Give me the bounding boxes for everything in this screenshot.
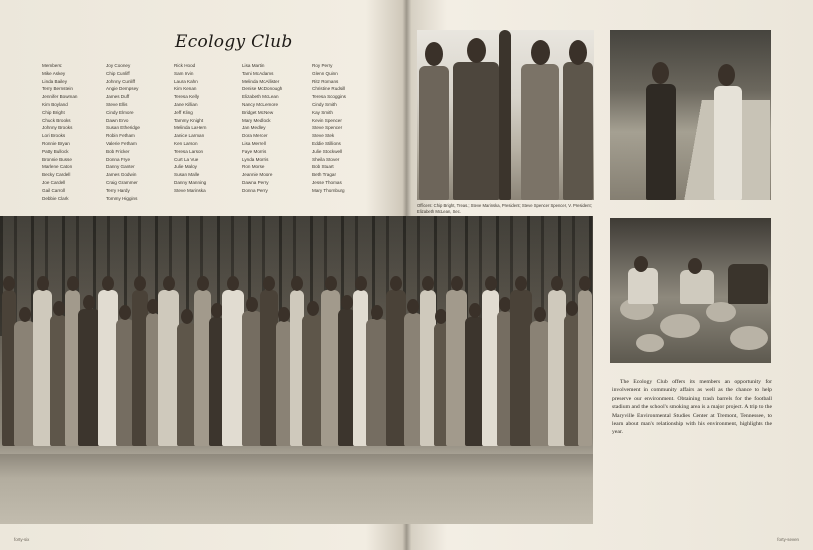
group-member-figure xyxy=(366,319,388,446)
group-member-figure xyxy=(578,290,592,446)
roster-name: Steve Stek xyxy=(312,133,335,139)
roster-name: Ritz Romans xyxy=(312,78,339,84)
roster-column-2 xyxy=(106,62,140,202)
roster-name: Valerie Fetham xyxy=(106,140,137,146)
officer-head xyxy=(569,40,587,65)
group-member-head xyxy=(307,301,319,316)
roster-name: Chip Bright xyxy=(42,109,65,115)
roster-name: Teresa Larson xyxy=(174,148,204,154)
roster-name: Craig Grammer xyxy=(106,179,138,185)
roster-name: Jesse Thomas xyxy=(312,179,342,185)
roster-name: Debbie Clark xyxy=(42,195,69,201)
group-member-head xyxy=(579,276,591,291)
roster-name: Johnny Cunliff xyxy=(106,78,136,84)
roster-name: Terry Hardy xyxy=(106,187,130,193)
walkway-photo xyxy=(610,30,771,200)
roster-column-4 xyxy=(242,62,282,195)
group-member-figure xyxy=(222,290,244,446)
group-member-head xyxy=(371,305,383,320)
roster-name: Tammy Knight xyxy=(174,117,204,123)
student-figure xyxy=(628,268,658,304)
club-description: The Ecology Club offers its members an opportunity for involvement in community affairs as well as the chance to help preserve our environment. Obtaining trash barrels for the football stadium and the school's smoking area is a major project. A trip to the Maryville Environmental Studies Center at Tremont, Tennessee, to learn about man's relationship with his environment, highlights the year. xyxy=(612,379,772,436)
roster-name: Donna Perry xyxy=(242,187,268,193)
officer-figure xyxy=(453,62,499,200)
group-member-figure xyxy=(510,290,532,446)
roster-name: Marlene Caton xyxy=(42,164,73,170)
roster-name: Angie Dempsey xyxy=(106,86,139,92)
roster-name: Laura Kahn xyxy=(174,78,198,84)
group-member-figure xyxy=(386,290,406,446)
officers-caption: Officers: Chip Bright, Treas.; Steve Marinska, President; Steve Spencer Spencer, V. President; Elizabeth McLean, Sec. xyxy=(417,203,592,214)
roster-name: Curt La Vue xyxy=(174,156,199,162)
roster-name: Cindy Smith xyxy=(312,101,337,107)
roster-name: Mike Askey xyxy=(42,70,66,76)
officer-head xyxy=(531,40,550,65)
roster-name: Mary Thornburg xyxy=(312,187,345,193)
group-member-head xyxy=(341,295,353,310)
roster-name: Steve Ellis xyxy=(106,101,128,107)
roster-name: Jan Medley xyxy=(242,125,266,131)
roster-name: Ken Larson xyxy=(174,140,198,146)
group-member-head xyxy=(119,305,131,320)
roster-name: Bob Fricker xyxy=(106,148,130,154)
group-member-head xyxy=(163,276,175,291)
rock xyxy=(660,314,700,338)
group-member-head xyxy=(390,276,402,291)
student-figure xyxy=(680,270,714,304)
group-member-head xyxy=(53,301,65,316)
roster-name: Beth Tragar xyxy=(312,172,337,178)
roster-name: Gail Carroll xyxy=(42,187,65,193)
roster-name: Robin Fetham xyxy=(106,133,135,139)
roster-name: Kim Boyland xyxy=(42,101,68,107)
roster-name: Ron Morse xyxy=(242,164,265,170)
roster-name: Melinda LaHern xyxy=(174,125,207,131)
roster-name: James Duff xyxy=(106,94,130,100)
roster-name: Kevin Spencer xyxy=(312,117,342,123)
group-member-head xyxy=(197,276,209,291)
roster-name: James Godwin xyxy=(106,172,137,178)
roster-name: Donna Frye xyxy=(106,156,131,162)
roster-column-3 xyxy=(174,62,206,195)
roster-name: Melinda McAllister xyxy=(242,78,280,84)
group-member-head xyxy=(19,307,31,322)
roster-name: Sheila Stover xyxy=(312,156,340,162)
officer-head xyxy=(425,42,443,66)
roster-name: Jeff Kling xyxy=(174,109,193,115)
group-member-figure xyxy=(14,321,35,446)
group-member-head xyxy=(534,307,546,322)
page-number-right: forty-seven xyxy=(777,537,799,542)
roster-name: Kim Kenan xyxy=(174,86,197,92)
roster-name: Bronnie Busse xyxy=(42,156,72,162)
group-member-head xyxy=(211,303,223,318)
roster-name: Joy Cooney xyxy=(106,63,131,68)
roster-name: Susan Malle xyxy=(174,172,200,178)
roster-name: Patty Bullock xyxy=(42,148,69,154)
group-member-head xyxy=(134,276,146,291)
roster-name: Christine Rudsill xyxy=(312,86,346,92)
roster-name: Johnny Brooks xyxy=(42,125,73,131)
roster-name: Joe Cardell xyxy=(42,179,66,185)
roster-name: Members: xyxy=(42,63,63,68)
group-member-head xyxy=(102,276,114,291)
roster-name: Ronnie Bryan xyxy=(42,140,70,146)
group-member-figure xyxy=(530,321,550,446)
road-foreground xyxy=(0,454,593,524)
roster-name: Denise McDonough xyxy=(242,86,283,92)
group-member-head xyxy=(451,276,463,291)
roster-name: Janice Larman xyxy=(174,133,205,139)
group-member-head xyxy=(291,276,303,291)
roster-name: Teresa Scoggins xyxy=(312,94,346,100)
group-member-head xyxy=(181,309,193,324)
rock xyxy=(706,302,736,322)
group-member-head xyxy=(263,276,275,291)
roster-name: Chip Cunliff xyxy=(106,70,130,76)
group-member-figure xyxy=(98,290,118,446)
roster-name: Bob Stuart xyxy=(312,164,334,170)
roster-name: Danny Ganter xyxy=(106,164,135,170)
roster-name: Linda Bailey xyxy=(42,78,68,84)
roster-name: Julie Maloy xyxy=(174,164,197,170)
stream-photo xyxy=(610,218,771,363)
rock xyxy=(636,334,664,352)
roster-name: Dora Mercer xyxy=(242,133,268,139)
roster-name: Eddie Stillions xyxy=(312,140,341,146)
roster-name: Mary Medlock xyxy=(242,117,271,123)
group-member-head xyxy=(515,276,527,291)
page-number-left: forty-six xyxy=(14,537,30,542)
group-member-head xyxy=(566,301,578,316)
student-figure xyxy=(714,86,742,200)
student-head xyxy=(634,256,648,272)
rock xyxy=(730,326,768,350)
roster-name: Faye Morris xyxy=(242,148,267,154)
group-member-head xyxy=(37,276,49,291)
student-figure xyxy=(646,84,676,200)
group-member-head xyxy=(469,303,481,318)
group-member-head xyxy=(3,276,15,291)
roster-name: Lori Brooks xyxy=(42,133,66,139)
roster-name: Dawna Perry xyxy=(242,179,269,185)
group-member-figure xyxy=(446,290,467,446)
roster-name: Lisa Martin xyxy=(242,63,265,68)
roster-name: Glenn Quinn xyxy=(312,70,338,76)
roster-name: Jeannie Moore xyxy=(242,172,273,178)
roster-name: Lisa Merrell xyxy=(242,140,266,146)
roster-name: Dawn Ervo xyxy=(106,117,129,123)
roster-name: Tommy Higgins xyxy=(106,195,138,201)
roster-name: Julie Stockwell xyxy=(312,148,343,154)
student-figure xyxy=(728,264,768,304)
roster-name: Sam Irvin xyxy=(174,70,194,76)
officer-figure xyxy=(419,66,449,200)
group-member-head xyxy=(278,307,290,322)
roster-column-5 xyxy=(312,62,346,195)
roster-name: Steve Marinska xyxy=(174,187,206,193)
group-member-head xyxy=(485,276,497,291)
group-member-figure xyxy=(78,309,100,446)
roster-name: Susan Etheridge xyxy=(106,125,140,131)
group-member-figure xyxy=(302,315,323,446)
roster-name: Roy Perry xyxy=(312,63,333,68)
roster-name: Elizabeth McLean xyxy=(242,94,279,100)
roster-name: Jane Killian xyxy=(174,101,198,107)
group-photo xyxy=(0,216,593,524)
roster-name: Bridget McNew xyxy=(242,109,274,115)
roster-name: Kay Smith xyxy=(312,109,333,115)
roster-name: Tami McAdams xyxy=(242,70,274,76)
group-member-head xyxy=(325,276,337,291)
officers-photo xyxy=(417,30,594,200)
group-member-head xyxy=(407,299,419,314)
page-title: Ecology Club xyxy=(175,32,293,52)
group-member-head xyxy=(67,276,79,291)
group-member-head xyxy=(246,297,258,312)
group-member-head xyxy=(551,276,563,291)
group-member-head xyxy=(83,295,95,310)
group-member-figure xyxy=(242,311,262,446)
roster-name: Teresa Kelly xyxy=(174,94,200,100)
group-member-head xyxy=(355,276,367,291)
student-head xyxy=(652,62,669,84)
roster-name: Steve Spencer xyxy=(312,125,343,131)
roster-name: Terry Bernstein xyxy=(42,86,73,92)
roster-name: Chuck Brooks xyxy=(42,117,71,123)
student-head xyxy=(718,64,735,86)
roster-name: Jennifer Bowman xyxy=(42,94,78,100)
roster-column-1 xyxy=(42,62,78,202)
officer-head xyxy=(467,38,486,63)
student-head xyxy=(688,258,702,274)
roster-name: Nancy McLemore xyxy=(242,101,278,107)
roster-name: Danny Manning xyxy=(174,179,207,185)
tree-trunk xyxy=(499,30,511,200)
roster-name: Lynda Morris xyxy=(242,156,269,162)
group-member-head xyxy=(227,276,239,291)
officer-figure xyxy=(521,64,559,200)
group-member-figure xyxy=(158,290,179,446)
roster-name: Rick Hood xyxy=(174,63,196,68)
roster-name: Becky Cardell xyxy=(42,172,71,178)
officer-figure xyxy=(563,62,593,200)
group-member-head xyxy=(499,297,511,312)
group-member-head xyxy=(422,276,434,291)
roster-name: Cindy Elmore xyxy=(106,109,134,115)
